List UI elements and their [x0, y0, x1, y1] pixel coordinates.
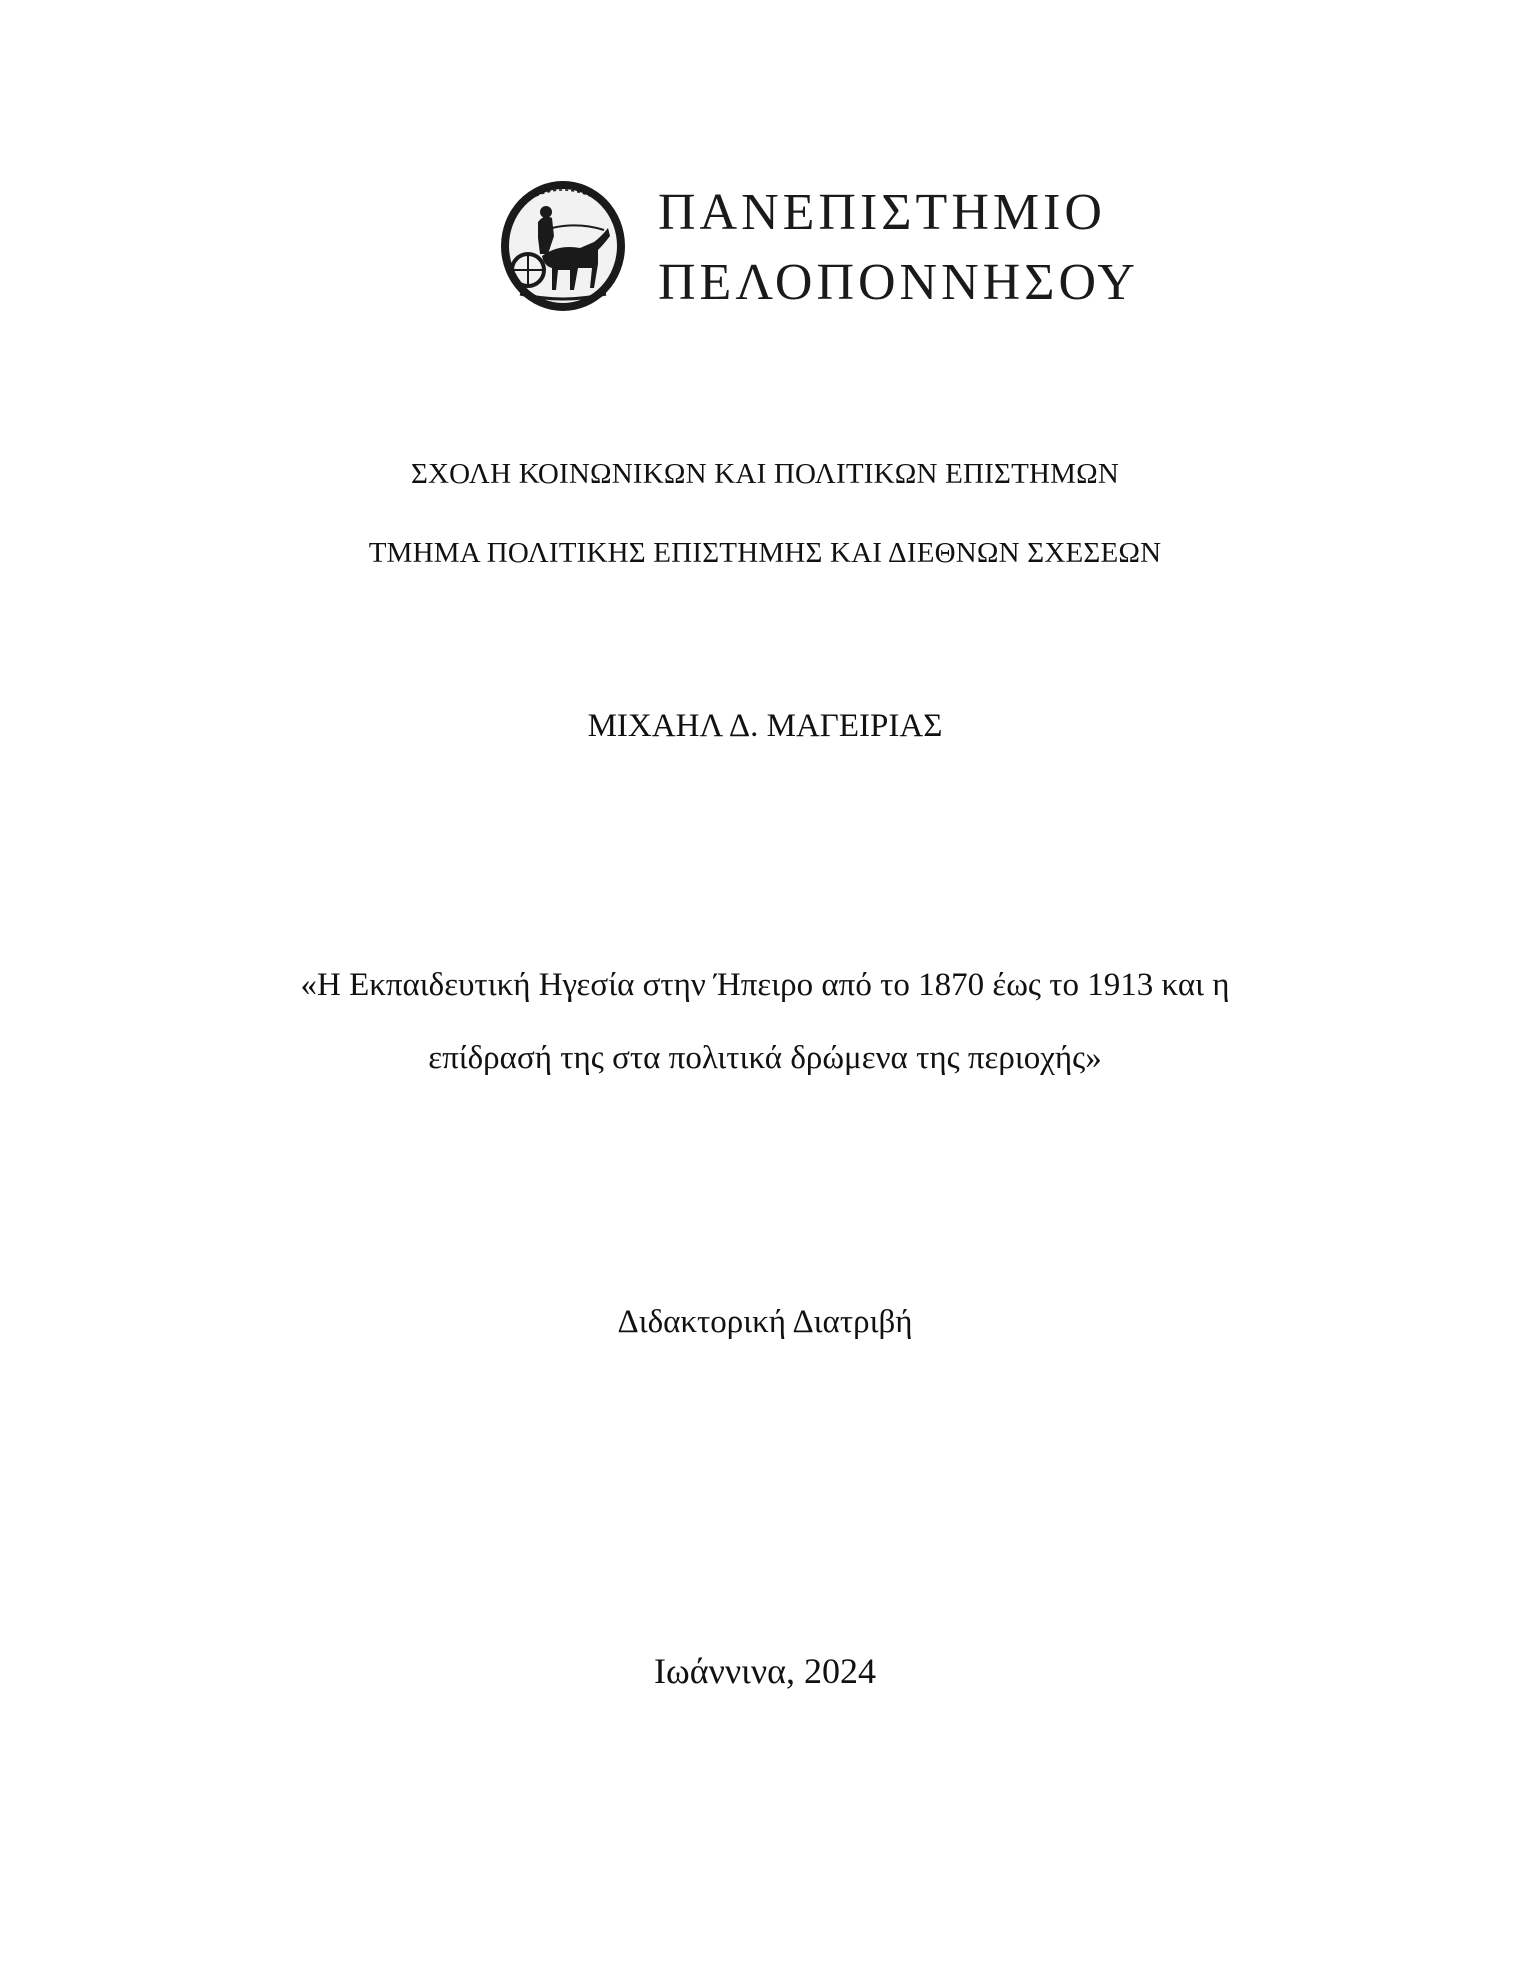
- university-header: [498, 178, 1139, 328]
- university-name: [658, 178, 1139, 318]
- thesis-title-line2: επίδρασή της στα πολιτικά δρώμενα της περιοχής»: [428, 1040, 1102, 1076]
- university-name-line2: ΠΕΛΟΠΟΝΝΗΣΟΥ: [658, 254, 1139, 311]
- department-name: ΤΜΗΜΑ ΠΟΛΙΤΙΚΗΣ ΕΠΙΣΤΗΜΗΣ ΚΑΙ ΔΙΕΘΝΩΝ ΣΧΕΣΕΩΝ: [368, 537, 1162, 569]
- school-name: ΣΧΟΛΗ ΚΟΙΝΩΝΙΚΩΝ ΚΑΙ ΠΟΛΙΤΙΚΩΝ ΕΠΙΣΤΗΜΩΝ: [410, 458, 1120, 490]
- author-name: ΜΙΧΑΗΛ Δ. ΜΑΓΕΙΡΙΑΣ: [587, 708, 943, 744]
- document-type: Διδακτορική Διατριβή: [617, 1304, 913, 1340]
- place-and-date: Ιωάννινα, 2024: [654, 1651, 876, 1691]
- university-name-line1: ΠΑΝΕΠΙΣΤΗΜΙΟ: [658, 184, 1106, 241]
- university-seal-icon: [498, 178, 628, 314]
- thesis-title-line1: «Η Εκπαιδευτική Ηγεσία στην Ήπειρο από το 1870 έως το 1913 και η: [300, 967, 1230, 1003]
